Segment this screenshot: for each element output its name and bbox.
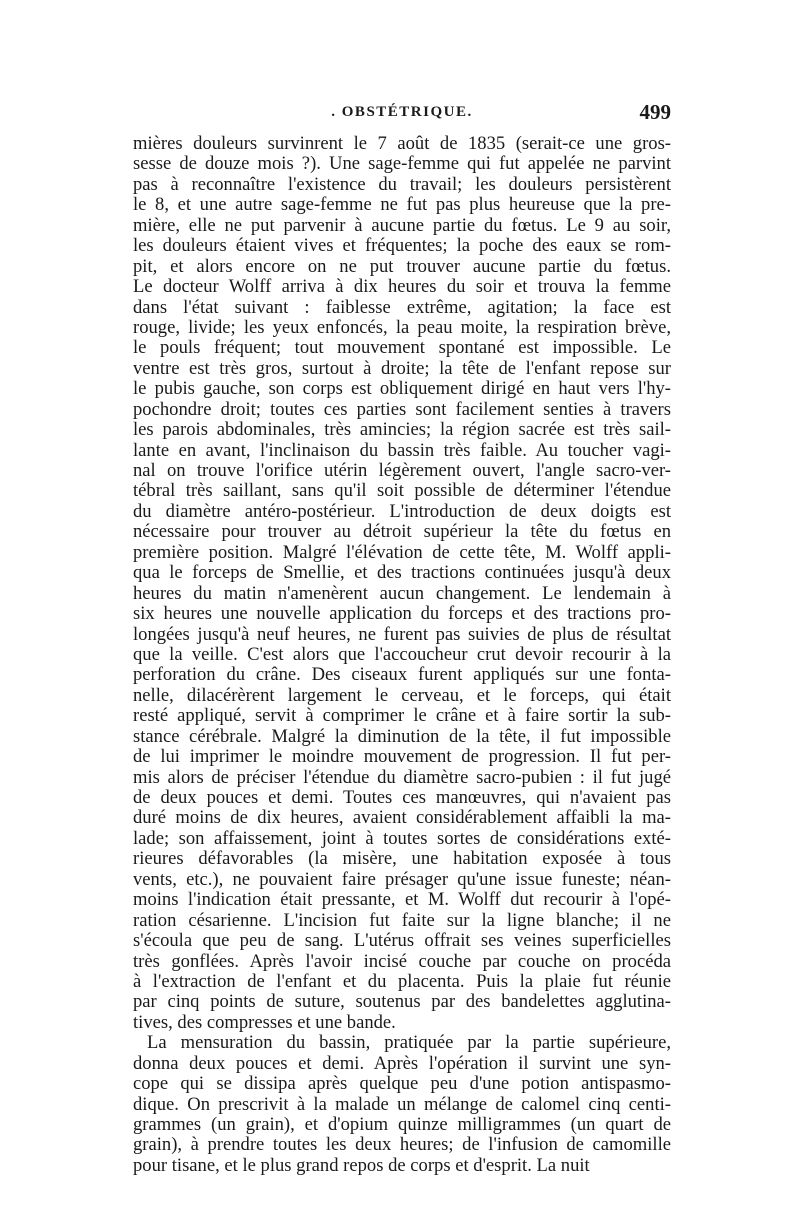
text-line: mis alors de préciser l'étendue du diamètre sacro-pubien : il fut jugé <box>133 767 671 788</box>
text-line: six heures une nouvelle application du forceps et des tractions pro- <box>133 604 671 625</box>
running-title: . OBSTÉTRIQUE. <box>331 104 473 120</box>
text-line: mière, elle ne put parvenir à aucune partie du fœtus. Le 9 au soir, <box>133 215 671 236</box>
text-line: vents, etc.), ne pouvaient faire présager qu'une issue funeste; néan- <box>133 869 671 890</box>
text-line: pochondre droit; toutes ces parties sont facilement senties à travers <box>133 399 671 420</box>
text-line: à l'extraction de l'enfant et du placenta. Puis la plaie fut réunie <box>133 971 671 992</box>
text-line: les parois abdominales, très amincies; la région sacrée est très sail- <box>133 420 671 441</box>
page-header <box>133 102 671 128</box>
text-line: très gonflées. Après l'avoir incisé couche par couche on procéda <box>133 951 671 972</box>
page-number: 499 <box>639 100 671 124</box>
text-line: nelle, dilacérèrent largement le cerveau, et le forceps, qui était <box>133 685 671 706</box>
text-line: heures du matin n'amenèrent aucun changement. Le lendemain à <box>133 583 671 604</box>
text-line: le 8, et une autre sage-femme ne fut pas plus heureuse que la pre- <box>133 195 671 216</box>
text-line: ventre est très gros, surtout à droite; la tête de l'enfant repose sur <box>133 358 671 379</box>
body-text <box>133 134 671 1176</box>
text-line: le pouls fréquent; tout mouvement spontané est impossible. Le <box>133 338 671 359</box>
text-line: duré moins de dix heures, avaient considérablement affaibli la ma- <box>133 808 671 829</box>
text-line: Le docteur Wolff arriva à dix heures du soir et trouva la femme <box>133 277 671 298</box>
text-line: pour tisane, et le plus grand repos de corps et d'esprit. La nuit <box>133 1155 590 1176</box>
text-line: sesse de douze mois ?). Une sage-femme qui fut appelée ne parvint <box>133 154 671 175</box>
text-line: première position. Malgré l'élévation de cette tête, M. Wolff appli- <box>133 542 671 563</box>
text-line: donna deux pouces et demi. Après l'opération il survint une syn- <box>133 1053 671 1074</box>
text-line: par cinq points de suture, soutenus par des bandelettes agglutina- <box>133 992 671 1013</box>
text-line: tives, des compresses et une bande. <box>133 1012 396 1033</box>
text-line: lante en avant, l'inclinaison du bassin très faible. Au toucher vagi- <box>133 440 671 461</box>
text-line: du diamètre antéro-postérieur. L'introduction de deux doigts est <box>133 501 671 522</box>
text-line: nal on trouve l'orifice utérin légèrement ouvert, l'angle sacro-ver- <box>133 461 671 481</box>
text-line: grain), à prendre toutes les deux heures; de l'infusion de camomille <box>133 1135 671 1156</box>
text-line: moins l'indication était pressante, et M. Wolff dut recourir à l'opé- <box>133 890 671 911</box>
text-line: que la veille. C'est alors que l'accoucheur crut devoir recourir à la <box>133 644 671 665</box>
text-line: dique. On prescrivit à la malade un mélange de calomel cinq centi- <box>133 1094 671 1115</box>
text-line: La mensuration du bassin, pratiquée par la partie supérieure, <box>147 1033 671 1054</box>
text-line: s'écoula que peu de sang. L'utérus offrait ses veines superficielles <box>133 931 671 952</box>
text-line: perforation du crâne. Des ciseaux furent appliqués sur une fonta- <box>133 665 671 686</box>
text-line: rouge, livide; les yeux enfoncés, la peau moite, la respiration brève, <box>133 317 671 338</box>
text-line: les douleurs étaient vives et fréquentes; la poche des eaux se rom- <box>133 236 671 257</box>
text-line: de deux pouces et demi. Toutes ces manœuvres, qui n'avaient pas <box>133 788 671 808</box>
text-line: grammes (un grain), et d'opium quinze milligrammes (un quart de <box>133 1115 671 1135</box>
text-line: mières douleurs survinrent le 7 août de 1835 (serait-ce une gros- <box>133 134 671 154</box>
text-line: rieures défavorables (la misère, une habitation exposée à tous <box>133 849 671 870</box>
text-line: de lui imprimer le moindre mouvement de progression. Il fut per- <box>133 747 671 768</box>
text-line: cope qui se dissipa après quelque peu d'une potion antispasmo- <box>133 1074 671 1095</box>
text-line: ration césarienne. L'incision fut faite sur la ligne blanche; il ne <box>133 910 671 931</box>
text-line: le pubis gauche, son corps est obliquement dirigé en haut vers l'hy- <box>133 379 671 400</box>
text-line: pit, et alors encore on ne put trouver aucune partie du fœtus. <box>133 256 671 277</box>
text-line: lade; son affaissement, joint à toutes sortes de considérations exté- <box>133 828 671 849</box>
text-line: dans l'état suivant : faiblesse extrême, agitation; la face est <box>133 297 671 318</box>
text-line: resté appliqué, servit à comprimer le crâne et à faire sortir la sub- <box>133 706 671 727</box>
text-line: stance cérébrale. Malgré la diminution de la tête, il fut impossible <box>133 726 671 747</box>
text-line: qua le forceps de Smellie, et des tractions continuées jusqu'à deux <box>133 563 671 584</box>
text-line: nécessaire pour trouver au détroit supérieur la tête du fœtus en <box>133 522 671 543</box>
text-line: longées jusqu'à neuf heures, ne furent pas suivies de plus de résultat <box>133 624 671 645</box>
text-line: tébral très saillant, sans qu'il soit possible de déterminer l'étendue <box>133 481 671 502</box>
text-line: pas à reconnaître l'existence du travail; les douleurs persistèrent <box>133 174 671 195</box>
